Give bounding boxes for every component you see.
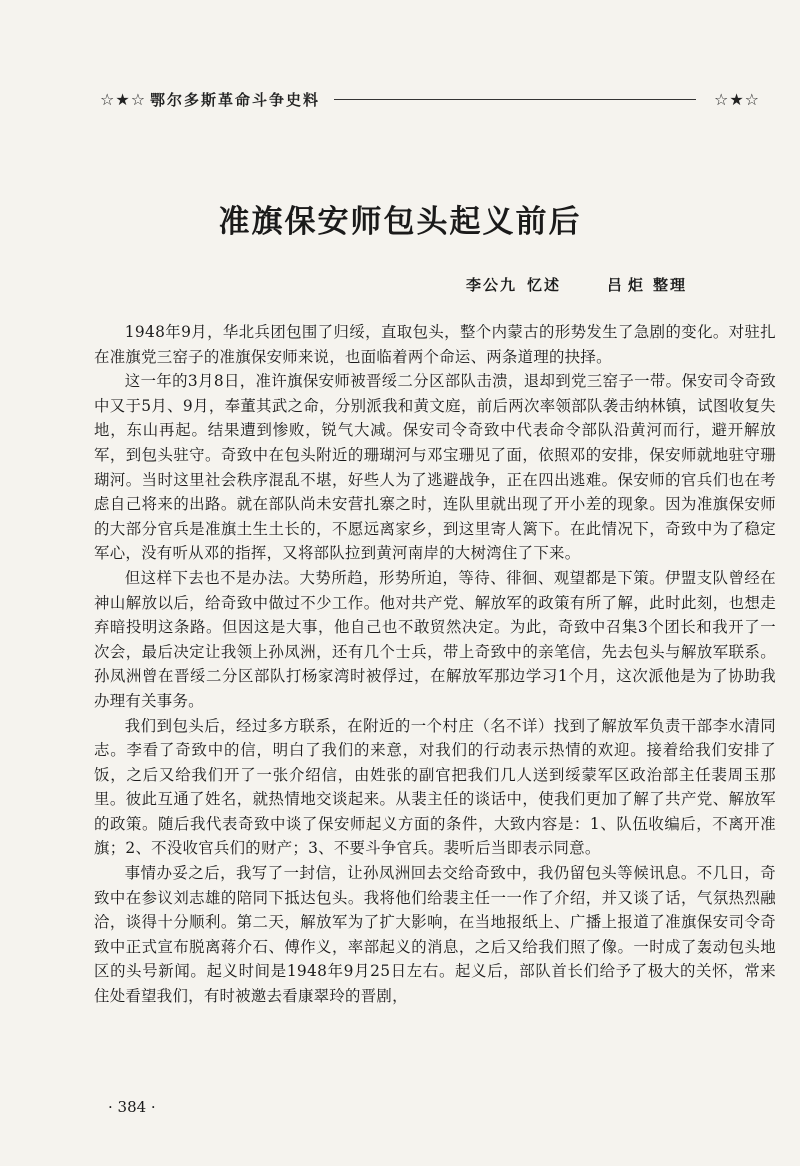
paragraph: 这一年的3月8日，准许旗保安师被晋绥二分区部队击溃，退却到党三窑子一带。保安司令奇致中又于5月、9月，奉董其武之命，分别派我和黄文庭，前后两次率领部队袭击纳林镇，试图收复失地，东山再起。结果遭到惨败，锐气大减。保安司令奇致中代表命令部队沿黄河而行，避开解放军，到包头驻守。奇致中在包头附近的珊瑚河与邓宝珊见了面，依照邓的安排，保安师就地驻守珊瑚河。当时这里社会秩序混乱不堪，好些人为了逃避战争，正在四出逃难。保安师的官兵们也在考虑自己将来的出路。就在部队尚未安营扎寨之时，连队里就出现了开小差的现象。因为准旗保安师的大部分官兵是准旗土生土长的，不愿远离家乡，到这里寄人篱下。在此情况下，奇致中为了稳定军心，没有听从邓的指挥，又将部队拉到黄河南岸的大树湾住了下来。 <box>94 372 776 563</box>
byline <box>466 274 687 295</box>
article-title: 准旗保安师包头起义前后 <box>218 204 582 240</box>
author-name: 李公九 <box>466 276 518 294</box>
stars-left-icon: ☆★☆ <box>100 89 147 109</box>
editor-name: 吕炬 <box>607 276 650 294</box>
series-title: 鄂尔多斯革命斗争史料 <box>150 90 321 109</box>
paragraph: 1948年9月，华北兵团包围了归绥，直取包头，整个内蒙古的形势发生了急剧的变化。对驻扎在准旗党三窑子的准旗保安师来说，也面临着两个命运、两条道理的抉择。 <box>94 323 776 366</box>
stars-right-icon: ☆★☆ <box>713 89 760 109</box>
editor-role: 整理 <box>653 276 688 294</box>
header-rule <box>334 99 696 100</box>
paragraph: 但这样下去也不是办法。大势所趋，形势所迫，等待、徘徊、观望都是下策。伊盟支队曾经在神山解放以后，给奇致中做过不少工作。他对共产党、解放军的政策有所了解，此时此刻，也想走弃暗投明这条路。但因这是大事，他自己也不敢贸然决定。为此，奇致中召集3个团长和我开了一次会，最后决定让我领上孙凤洲，还有几个士兵，带上奇致中的亲笔信，先去包头与解放军联系。孙凤洲曾在晋绥二分区部队打杨家湾时被俘过，在解放军那边学习1个月，这次派他是为了协助我办理有关事务。 <box>94 568 776 710</box>
paragraph: 事情办妥之后，我写了一封信，让孙凤洲回去交给奇致中，我仍留包头等候讯息。不几日，奇致中在参议刘志雄的陪同下抵达包头。我将他们给裴主任一一作了介绍，并又谈了话，气氛热烈融洽，谈得十分顺利。第二天，解放军为了扩大影响，在当地报纸上、广播上报道了准旗保安司令奇致中正式宣布脱离蒋介石、傅作义，率部起义的消息，之后又给我们照了像。一时成了轰动包头地区的头号新闻。起义时间是1948年9月25日左右。起义后，部队首长们给予了极大的关怀，常来住处看望我们，有时被邀去看康翠玲的晋剧， <box>94 864 776 1006</box>
page-number: · 384 · <box>108 1098 156 1116</box>
article-body <box>94 320 776 1009</box>
running-header <box>100 88 760 110</box>
paragraph: 我们到包头后，经过多方联系，在附近的一个村庄（名不详）找到了解放军负责干部李水清同志。李看了奇致中的信，明白了我们的来意，对我们的行动表示热情的欢迎。接着给我们安排了饭，之后又给我们开了一张介绍信，由姓张的副官把我们几人送到绥蒙军区政治部主任裴周玉那里。彼此互通了姓名，就热情地交谈起来。从裴主任的谈话中，使我们更加了解了共产党、解放军的政策。随后我代表奇致中谈了保安师起义方面的条件，大致内容是：1、队伍收编后，不离开准旗；2、不没收官兵们的财产；3、不要斗争官兵。裴听后当即表示同意。 <box>94 716 776 858</box>
author-role: 忆述 <box>527 276 562 294</box>
